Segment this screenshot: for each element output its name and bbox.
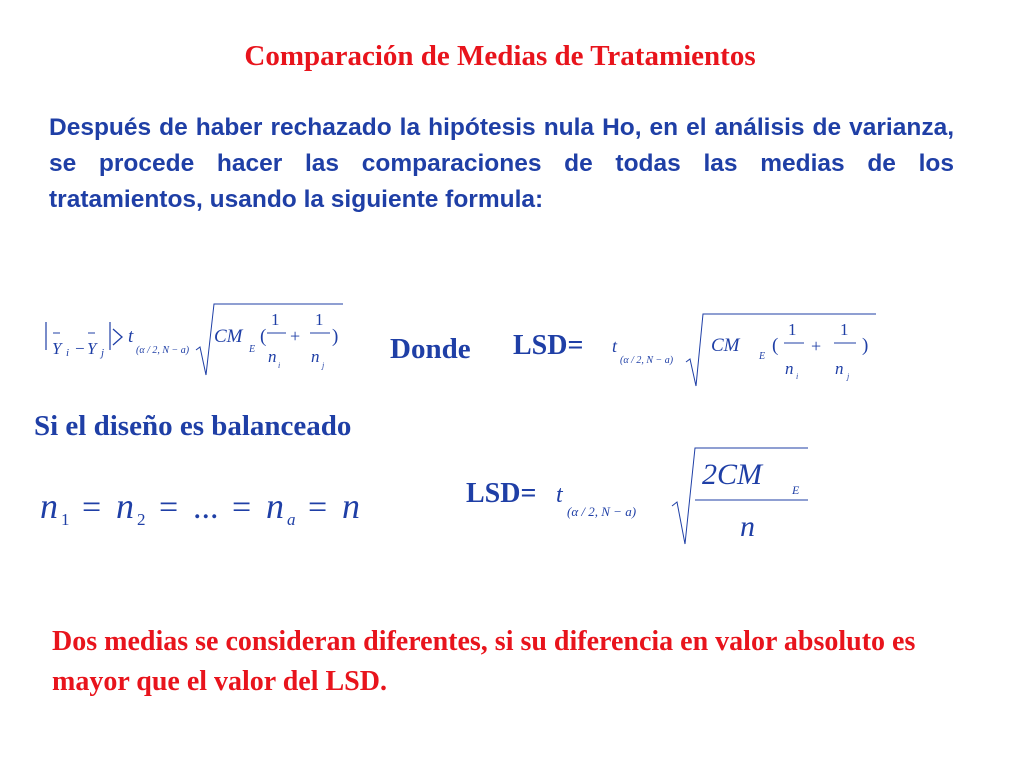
- numerator-1: 1: [271, 310, 280, 329]
- denominator-sub-i: i: [796, 372, 799, 381]
- sub-j: j: [101, 347, 105, 359]
- greater-than-sign: [113, 329, 122, 345]
- lsd-label-2: LSD=: [466, 478, 537, 509]
- equals-4: =: [308, 489, 328, 526]
- cm-symbol: CM: [711, 335, 740, 356]
- e-subscript: E: [249, 344, 256, 355]
- cm-symbol: CM: [214, 326, 243, 347]
- denominator-n-i: n: [268, 347, 277, 366]
- open-paren: (: [260, 326, 267, 347]
- conclusion-text: Dos medias se consideran diferentes, si su diferencia en valor absoluto es mayor que el valor del LSD.: [52, 626, 916, 697]
- lsd-formula-balanced: [552, 444, 822, 548]
- ybar-j-symbol: Y: [87, 339, 97, 358]
- n2-symbol: n: [116, 486, 134, 526]
- donde-label: Donde: [390, 333, 471, 365]
- denominator-n-j: n: [835, 359, 844, 378]
- denominator-sub-j: j: [847, 372, 850, 381]
- denominator-sub-j: j: [322, 361, 325, 370]
- t-subscript: (α / 2, N − a): [620, 355, 674, 366]
- t-symbol: t: [128, 326, 134, 347]
- n1-symbol: n: [40, 486, 58, 526]
- close-paren: ): [862, 335, 869, 356]
- e-subscript: E: [759, 351, 766, 362]
- numerator-e-subscript: E: [792, 483, 800, 497]
- equals-3: =: [232, 489, 252, 526]
- balanced-design-label: Si el diseño es balanceado: [34, 410, 352, 442]
- open-paren: (: [772, 335, 779, 356]
- n2-subscript: 2: [137, 510, 146, 529]
- t-subscript: (α / 2, N − a): [136, 345, 190, 356]
- t-symbol: t: [556, 482, 563, 508]
- t-symbol: t: [612, 336, 618, 356]
- na-symbol: n: [266, 486, 284, 526]
- numerator-2cm: 2CM: [702, 458, 762, 491]
- denominator-sub-i: i: [278, 361, 281, 370]
- slide-title: Comparación de Medias de Tratamientos: [244, 40, 756, 72]
- numerator-2: 1: [840, 320, 849, 339]
- lsd-criterion-formula: [38, 300, 358, 380]
- lsd-formula-unbalanced: [608, 308, 898, 390]
- intro-paragraph: Después de haber rechazado la hipótesis nula Ho, en el análisis de varianza, se procede hacer las comparaciones de todas las medias de los tratamientos, usando la siguiente formula:: [49, 114, 954, 213]
- n-symbol: n: [342, 486, 360, 526]
- t-subscript: (α / 2, N − a): [567, 504, 637, 519]
- denominator-n: n: [740, 510, 755, 543]
- lsd-label-1: LSD=: [513, 330, 584, 361]
- denominator-n-j: n: [311, 347, 320, 366]
- n1-subscript: 1: [61, 510, 70, 529]
- na-subscript: a: [287, 510, 296, 529]
- sub-i: i: [66, 347, 70, 359]
- equals-1: =: [82, 489, 102, 526]
- ybar-i-symbol: Y: [52, 339, 62, 358]
- minus-sign: −: [75, 339, 85, 358]
- ellipsis: ...: [193, 489, 219, 526]
- numerator-1: 1: [788, 320, 797, 339]
- plus-sign: +: [811, 336, 822, 356]
- balanced-equality-formula: [36, 478, 386, 538]
- denominator-n-i: n: [785, 359, 794, 378]
- equals-2: =: [159, 489, 179, 526]
- close-paren: ): [332, 326, 339, 347]
- plus-sign: +: [290, 326, 301, 346]
- numerator-2: 1: [315, 310, 324, 329]
